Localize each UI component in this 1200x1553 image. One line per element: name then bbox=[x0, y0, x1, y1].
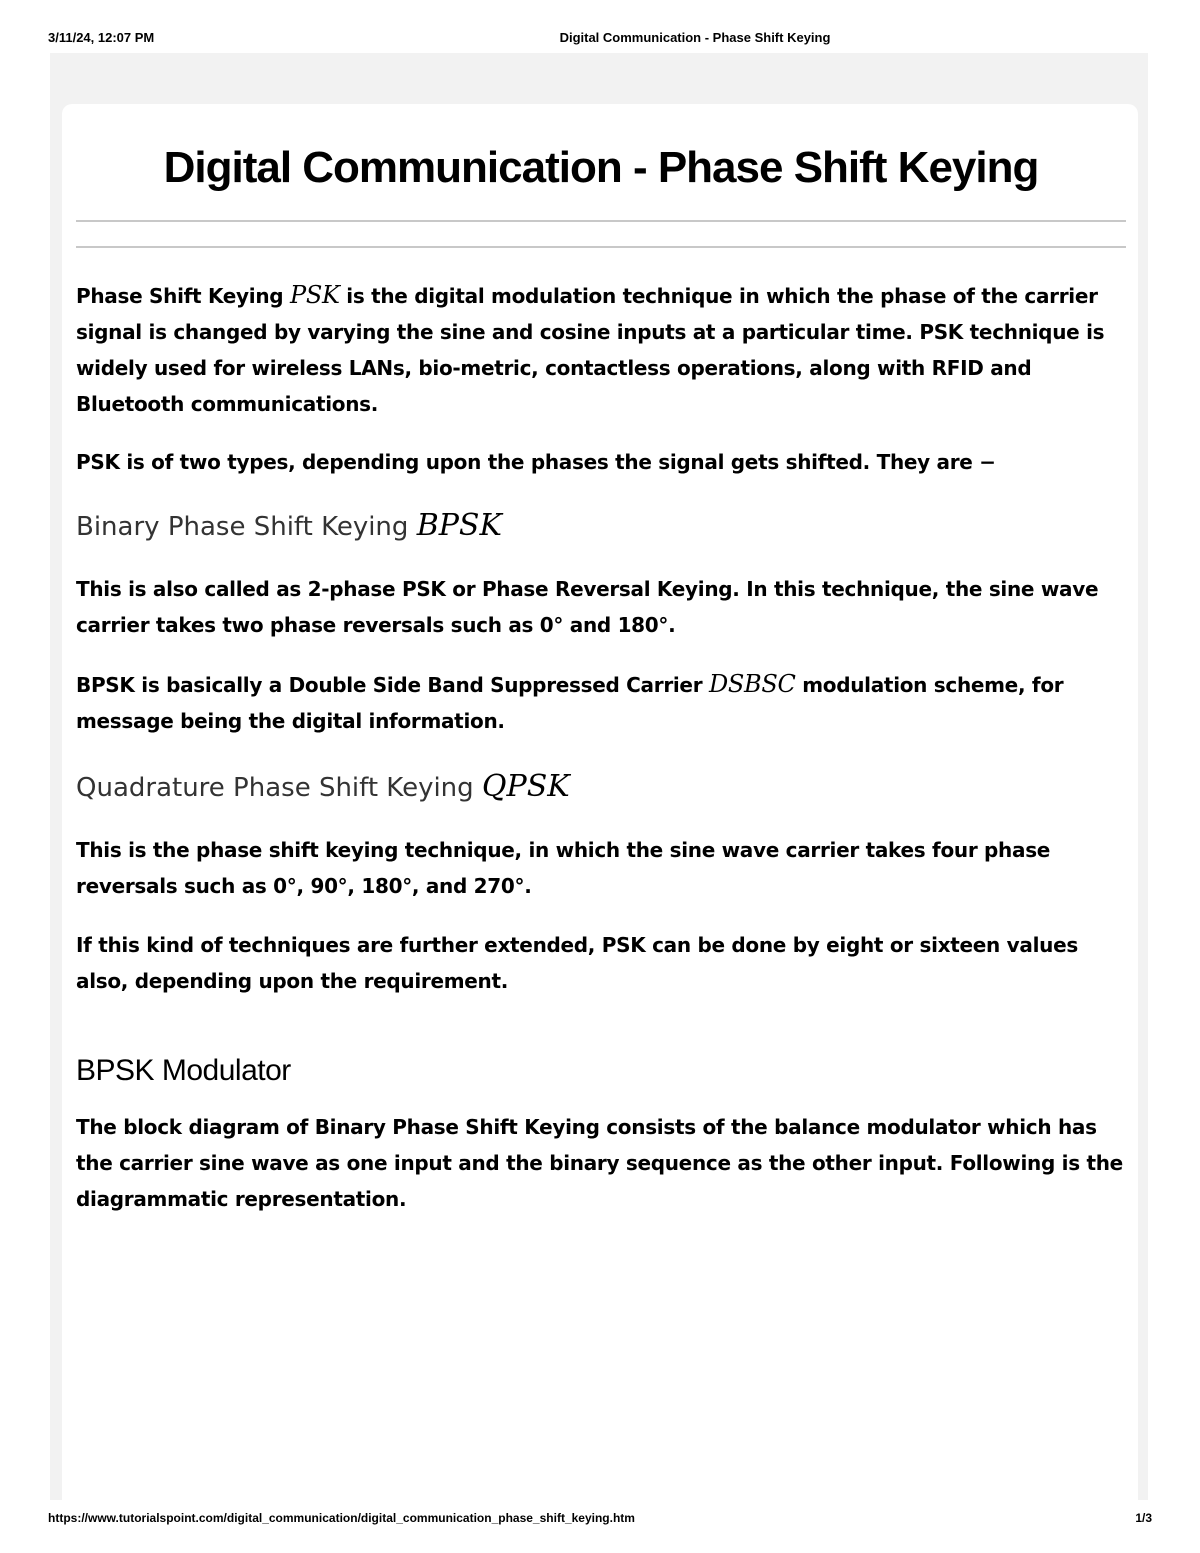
qpsk-heading-text: Quadrature Phase Shift Keying bbox=[76, 773, 482, 803]
bpsk-paragraph-2 bbox=[76, 666, 1126, 739]
bpsk-p2-math-dsbsc: DSBSC bbox=[708, 670, 796, 698]
print-header-title: Digital Communication - Phase Shift Keying bbox=[559, 30, 831, 45]
print-footer-url: https://www.tutorialspoint.com/digital_communication/digital_communication_phase_shift_keying.htm bbox=[48, 1511, 635, 1525]
title-divider-bottom bbox=[76, 246, 1126, 248]
qpsk-paragraph-2: If this kind of techniques are further extended, PSK can be done by eight or sixteen values also, depending upon the requirement. bbox=[76, 933, 1078, 993]
print-header-datetime: 3/11/24, 12:07 PM bbox=[48, 30, 155, 45]
intro-paragraph bbox=[76, 277, 1126, 422]
bpsk-modulator-heading: BPSK Modulator bbox=[76, 1054, 291, 1087]
bpsk-heading-math: BPSK bbox=[416, 508, 502, 543]
article-content bbox=[76, 104, 1126, 1217]
qpsk-paragraph-1: This is the phase shift keying technique, in which the sine wave carrier takes four phase reversals such as 0°, 90°, 180°, and 270°. bbox=[76, 838, 1051, 898]
bpsk-heading bbox=[76, 508, 1126, 545]
intro-text: is the digital modulation technique in which the phase of the carrier signal is changed by varying the sine and cosine inputs at a particular time. PSK technique is widely used for wireless LANs, bio-metric, contactless operations, along with RFID and Bluetooth communications. bbox=[76, 284, 1105, 416]
bpsk-paragraph-1: This is also called as 2-phase PSK or Phase Reversal Keying. In this technique, the sine wave carrier takes two phase reversals such as 0° and 180°. bbox=[76, 577, 1099, 637]
intro-term: Phase Shift Keying bbox=[76, 284, 284, 308]
intro-math-psk: PSK bbox=[289, 281, 340, 309]
bpsk-modulator-paragraph: The block diagram of Binary Phase Shift Keying consists of the balance modulator which has the carrier sine wave as one input and the binary sequence as the other input. Following is the diagrammatic representation. bbox=[76, 1115, 1123, 1211]
qpsk-heading-math: QPSK bbox=[481, 769, 570, 804]
print-footer-page-number: 1/3 bbox=[1135, 1511, 1152, 1525]
title-divider-top bbox=[76, 220, 1126, 222]
types-intro-paragraph: PSK is of two types, depending upon the phases the signal gets shifted. They are − bbox=[76, 450, 996, 474]
bpsk-p2-after: modulation scheme, for message being the digital information. bbox=[76, 673, 1064, 733]
bpsk-heading-text: Binary Phase Shift Keying bbox=[76, 512, 417, 542]
bpsk-p2-before: BPSK is basically a Double Side Band Suppressed Carrier bbox=[76, 673, 709, 697]
page-title: Digital Communication - Phase Shift Keying bbox=[163, 143, 1039, 192]
qpsk-heading bbox=[76, 769, 1126, 806]
